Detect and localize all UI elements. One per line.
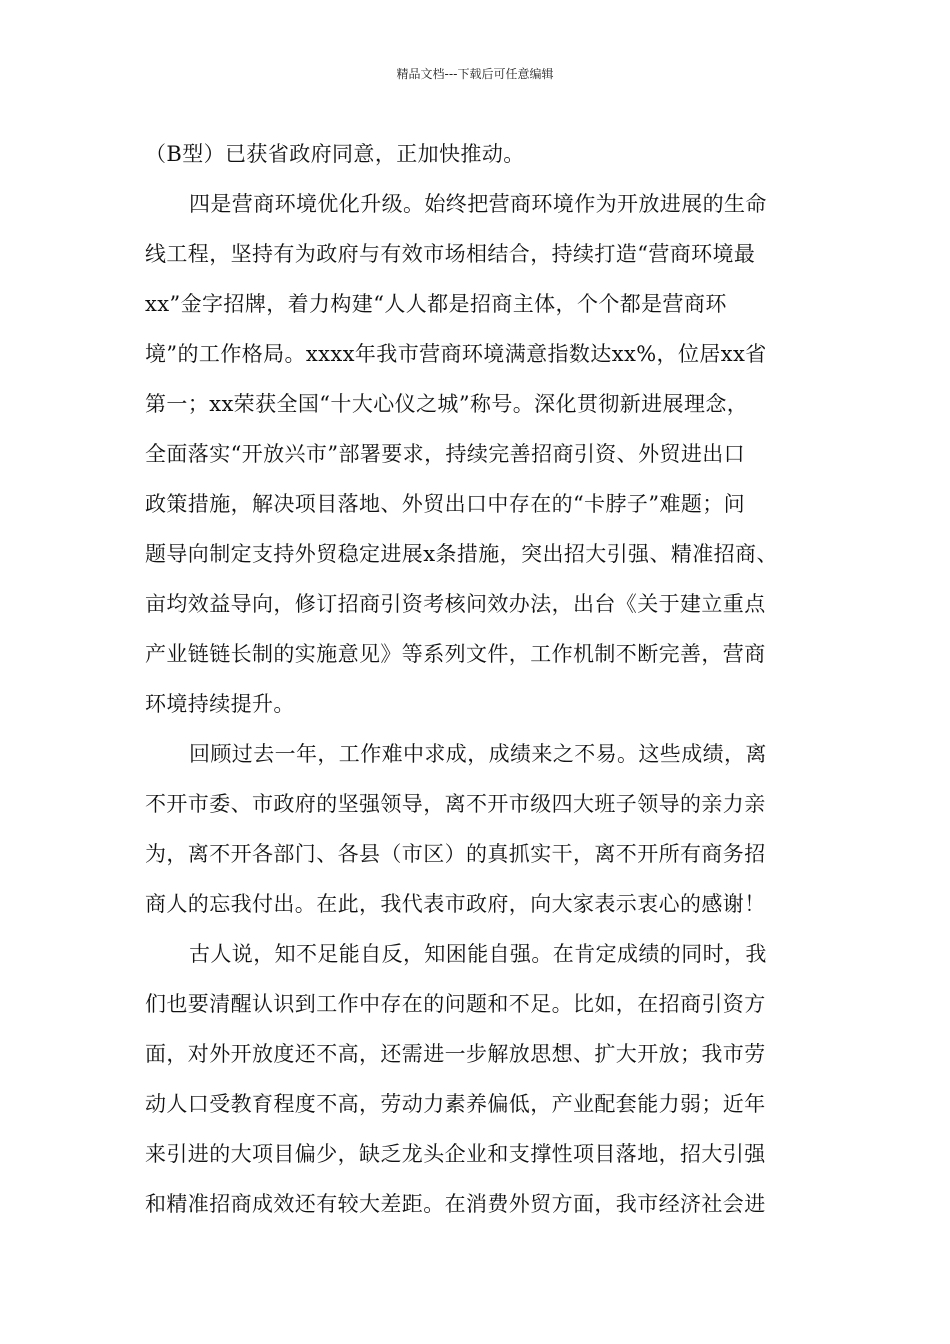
text-line: 来引进的大项目偏少，缺乏龙头企业和支撑性项目落地，招大引强 xyxy=(145,1142,766,1166)
page-header: 精品文档---下载后可任意编辑 xyxy=(396,67,554,81)
text-line: 政策措施，解决项目落地、外贸出口中存在的“卡脖子”难题；问 xyxy=(145,492,746,516)
text-line: 产业链链长制的实施意见》等系列文件，工作机制不断完善，营商 xyxy=(145,642,766,666)
text-line: 动人口受教育程度不高，劳动力素养偏低，产业配套能力弱；近年 xyxy=(145,1092,766,1116)
text-line: 亩均效益导向，修订招商引资考核问效办法，出台《关于建立重点 xyxy=(145,592,766,616)
text-line: 四是营商环境优化升级。始终把营商环境作为开放进展的生命 xyxy=(189,192,767,216)
text-line: 环境持续提升。 xyxy=(145,692,295,716)
document-body xyxy=(145,129,845,1229)
text-line: 线工程，坚持有为政府与有效市场相结合，持续打造“营商环境最 xyxy=(145,242,756,266)
text-line: （B型）已获省政府同意，正加快推动。 xyxy=(145,142,525,166)
text-line: 回顾过去一年，工作难中求成，成绩来之不易。这些成绩，离 xyxy=(189,742,767,766)
text-line: 全面落实“开放兴市”部署要求，持续完善招商引资、外贸进出口 xyxy=(145,442,746,466)
text-line: 第一；xx荣获全国“十大心仪之城”称号。深化贯彻新进展理念， xyxy=(145,392,749,416)
text-line: 们也要清醒认识到工作中存在的问题和不足。比如，在招商引资方 xyxy=(145,992,766,1016)
text-line: 不开市委、市政府的坚强领导，离不开市级四大班子领导的亲力亲 xyxy=(145,792,766,816)
text-line: xx”金字招牌，着力构建“人人都是招商主体，个个都是营商环 xyxy=(145,292,727,316)
text-line: 为，离不开各部门、各县（市区）的真抓实干，离不开所有商务招 xyxy=(145,842,766,866)
text-line: 和精准招商成效还有较大差距。在消费外贸方面，我市经济社会进 xyxy=(145,1192,766,1216)
text-line: 面，对外开放度还不高，还需进一步解放思想、扩大开放；我市劳 xyxy=(145,1042,766,1066)
text-line: 题导向制定支持外贸稳定进展x条措施，突出招大引强、精准招商、 xyxy=(145,542,778,566)
text-line: 商人的忘我付出。在此，我代表市政府，向大家表示衷心的感谢！ xyxy=(145,892,766,916)
text-line: 古人说，知不足能自反，知困能自强。在肯定成绩的同时，我 xyxy=(189,942,767,966)
text-line: 境”的工作格局。xxxx年我市营商环境满意指数达xx%，位居xx省 xyxy=(145,342,767,366)
